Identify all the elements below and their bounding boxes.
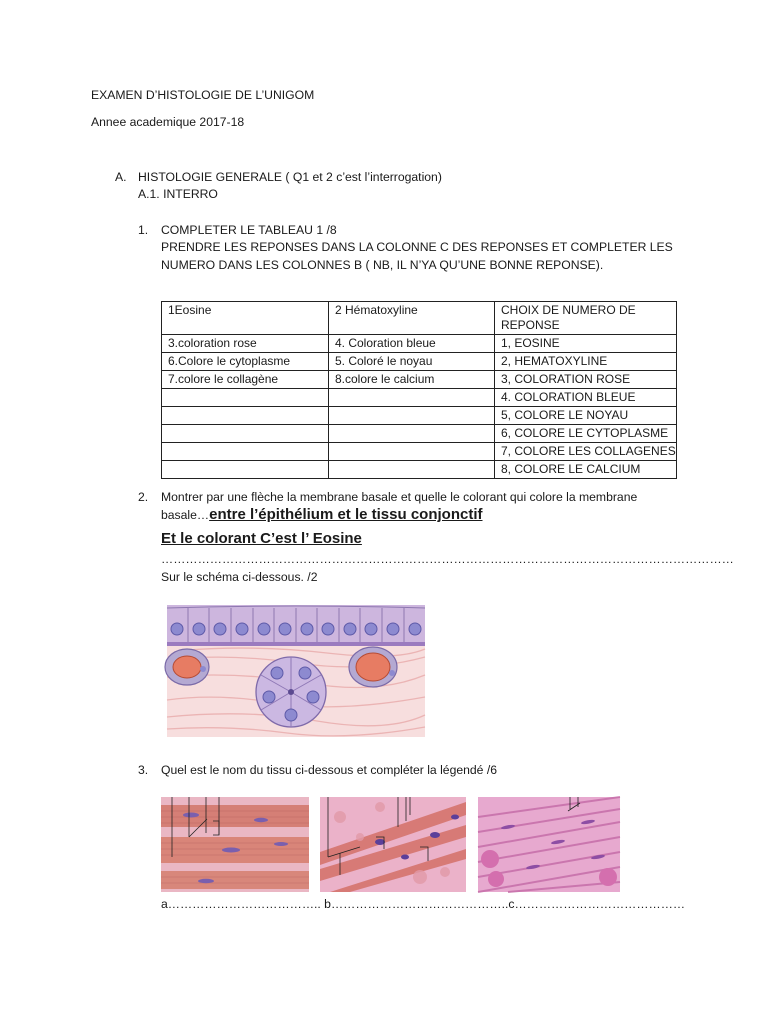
q1-number: 1.	[138, 223, 149, 237]
table-cell	[329, 407, 495, 425]
answer-table	[161, 301, 677, 479]
table-cell: 4. COLORATION BLEUE	[495, 389, 677, 407]
section-letter: A.	[115, 170, 127, 184]
q3-legend-labels: a……………………………….. b……………………………………..c……………………………………	[161, 897, 686, 911]
table-cell: 3, COLORATION ROSE	[495, 371, 677, 389]
table-cell	[329, 389, 495, 407]
q3-line1: Quel est le nom du tissu ci-dessous et compléter la légendé /6	[161, 763, 498, 777]
q2-dotted-line: ……………………………………………………………………………………………………………………………	[161, 552, 734, 566]
table-cell: 7, COLORE LES COLLAGENES	[495, 443, 677, 461]
q1-line2: PRENDRE LES REPONSES DANS LA COLONNE C DES REPONSES ET COMPLETER LES	[161, 240, 673, 254]
table-row	[162, 425, 677, 443]
table-row	[162, 407, 677, 425]
table-cell: 4. Coloration bleue	[329, 335, 495, 353]
q2-number: 2.	[138, 490, 149, 504]
answer-membrane-location: entre l’épithélium et le tissu conjonctif	[209, 506, 483, 523]
table-cell: 5, COLORE LE NOYAU	[495, 407, 677, 425]
table-cell	[162, 443, 329, 461]
table-cell	[329, 461, 495, 479]
muscle-image-b	[320, 797, 466, 892]
table-cell: 8.colore le calcium	[329, 371, 495, 389]
section-subtitle: A.1. INTERRO	[138, 187, 218, 201]
table-row	[162, 443, 677, 461]
basement-membrane-diagram	[167, 605, 425, 737]
table-cell	[162, 407, 329, 425]
table-cell	[329, 443, 495, 461]
table-cell	[162, 425, 329, 443]
muscle-image-a	[161, 797, 309, 892]
table-cell: CHOIX DE NUMERO DE REPONSE	[495, 302, 677, 335]
table-cell: 6, COLORE LE CYTOPLASME	[495, 425, 677, 443]
table-cell: 2, HEMATOXYLINE	[495, 353, 677, 371]
table-row	[162, 389, 677, 407]
table-cell: 8, COLORE LE CALCIUM	[495, 461, 677, 479]
academic-year: Annee academique 2017-18	[91, 115, 245, 129]
muscle-image-c	[478, 797, 620, 892]
table-cell: 1Eosine	[162, 302, 329, 335]
table-cell: 7.colore le collagène	[162, 371, 329, 389]
table-cell	[162, 389, 329, 407]
q1-line1: COMPLETER LE TABLEAU 1 /8	[161, 223, 337, 237]
table-cell	[162, 461, 329, 479]
table-row	[162, 371, 677, 389]
table-cell: 3.coloration rose	[162, 335, 329, 353]
q3-number: 3.	[138, 763, 149, 777]
exam-title: EXAMEN D’HISTOLOGIE DE L’UNIGOM	[91, 88, 315, 102]
table-cell: 6.Colore le cytoplasme	[162, 353, 329, 371]
table-cell	[329, 425, 495, 443]
table-row	[162, 353, 677, 371]
q1-line3: NUMERO DANS LES COLONNES B ( NB, IL N’YA QU’UNE BONNE REPONSE).	[161, 258, 604, 272]
section-title: HISTOLOGIE GENERALE ( Q1 et 2 c’est l’interrogation)	[138, 170, 442, 184]
table-cell: 1, EOSINE	[495, 335, 677, 353]
table-row	[162, 461, 677, 479]
q2-line3: Sur le schéma ci-dessous. /2	[161, 570, 318, 584]
table-row	[162, 335, 677, 353]
table-cell: 2 Hématoxyline	[329, 302, 495, 335]
q2-line1: Montrer par une flèche la membrane basale et quelle le colorant qui colore la membrane	[161, 490, 638, 504]
table-cell: 5. Coloré le noyau	[329, 353, 495, 371]
table-row	[162, 302, 677, 335]
answer-stain: Et le colorant C’est l’ Eosine	[161, 530, 362, 547]
q2-line2-prefix: basale…	[161, 508, 210, 522]
